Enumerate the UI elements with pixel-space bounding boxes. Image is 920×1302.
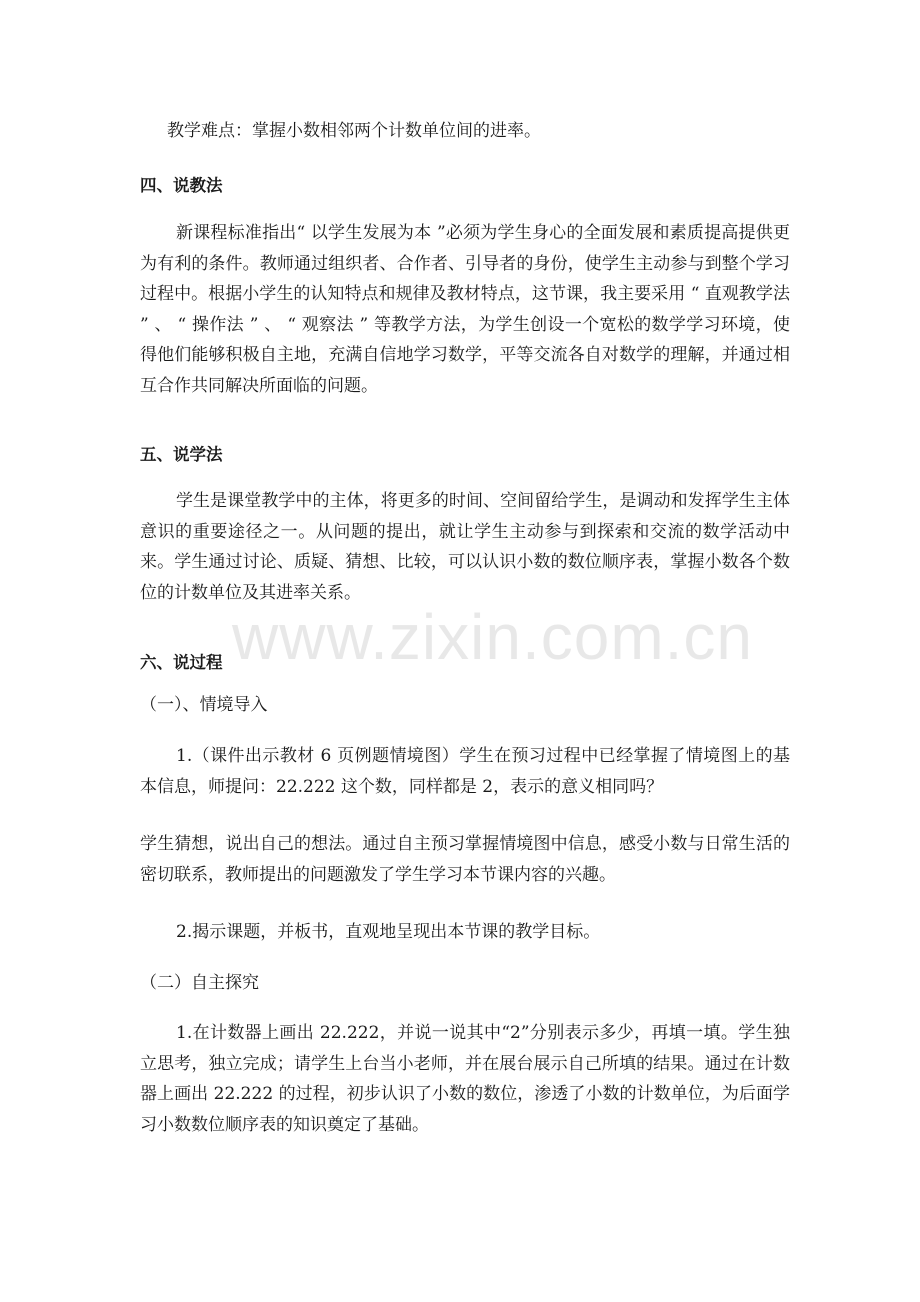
teaching-difficulty: 教学难点：掌握小数相邻两个计数单位间的进率。 bbox=[167, 121, 541, 141]
section-6-paragraph-1: 1.（课件出示教材 6 页例题情境图）学生在预习过程中已经掌握了情境图上的基本信息，师提问：22.222 这个数，同样都是 2，表示的意义相同吗？ bbox=[140, 746, 790, 797]
section-5-body: 学生是课堂教学中的主体，将更多的时间、空间留给学生，是调动和发挥学生主体意识的重要途径之一。从问题的提出，就让学生主动参与到探索和交流的数学活动中来。学生通过讨论、质疑、猜想、比较，可以认识小数的数位顺序表，掌握小数各个数位的计数单位及其进率关系。 bbox=[140, 491, 790, 603]
section-6-heading: 六、说过程 bbox=[140, 653, 223, 672]
watermark-text: www.zixin.com.cn bbox=[232, 601, 753, 673]
subsection-2-heading: （二）自主探究 bbox=[140, 973, 259, 993]
section-6-paragraph-4: 1.在计数器上画出 22.222，并说一说其中“2”分别表示多少，再填一填。学生独立思考，独立完成；请学生上台当小老师，并在展台展示自己所填的结果。通过在计数器上画出 22.222 的过程，初步认识了小数的数位，渗透了小数的计数单位，为后面学习小数数位顺序表的知识奠定了基础。 bbox=[140, 1023, 790, 1135]
section-6-paragraph-3: 2.揭示课题，并板书，直观地呈现出本节课的教学目标。 bbox=[176, 922, 601, 942]
section-4-body: 新课程标准指出“ 以学生发展为本 ”必须为学生身心的全面发展和素质提高提供更为有利的条件。教师通过组织者、合作者、引导者的身份，使学生主动参与到整个学习过程中。根据小学生的认知特点和规律及教材特点，这节课，我主要采用 “ 直观教学法 ” 、 “ 操作法 ” 、 “ 观察法 ” 等教学方法，为学生创设一个宽松的数学学习环境，使得他们能够积极自主地，充满自信地学习数学，平等交流各自对数学的理解，并通过相互合作共同解决所面临的问题。 bbox=[140, 223, 790, 396]
subsection-1-heading: （一）、情境导入 bbox=[140, 695, 268, 715]
section-6-paragraph-2: 学生猜想，说出自己的想法。通过自主预习掌握情境图中信息，感受小数与日常生活的密切联系，教师提出的问题激发了学生学习本节课内容的兴趣。 bbox=[140, 834, 790, 885]
section-4-heading: 四、说教法 bbox=[140, 176, 223, 195]
section-5-heading: 五、说学法 bbox=[140, 445, 223, 464]
